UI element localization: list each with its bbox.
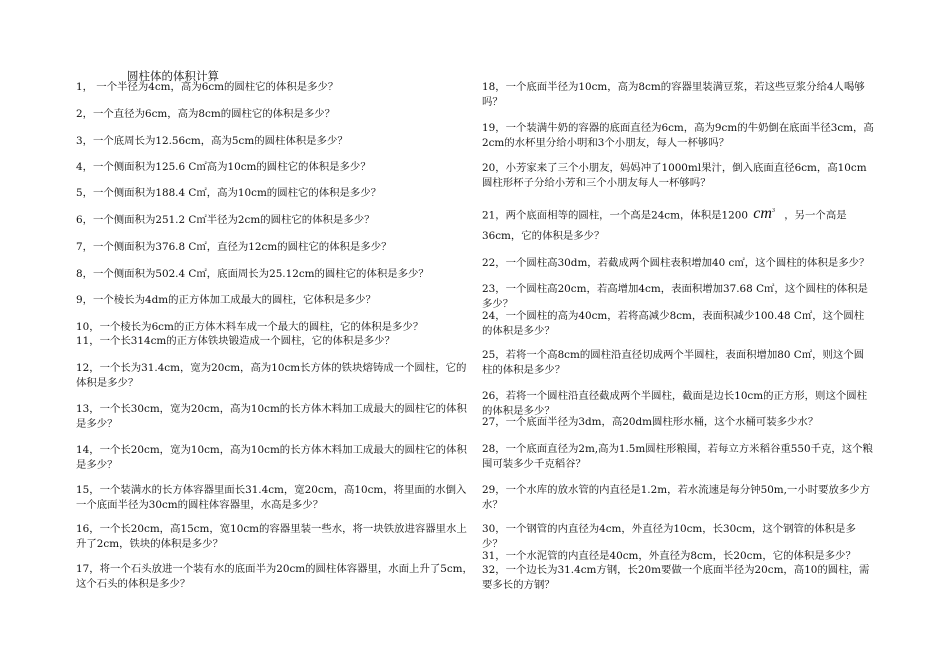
question-26: 26，若将一个圆柱沿直径截成两个半圆柱，截面是边长10cm的正方形，则这个圆柱的体积是多少？ (482, 390, 868, 417)
question-13: 13，一个长30cm，宽为20cm，高为10cm的长方体木料加工成最大的圆柱它的体积是多少？ (76, 403, 467, 430)
question-21-text-b: ，另一个高是 (784, 209, 847, 222)
question-23: 23，一个圆柱高20cm，若高增加4cm，表面积增加37.68 C㎡，这个圆柱的体积是多少？ (482, 283, 868, 310)
worksheet-title: 圆柱体的体积计算 (127, 69, 219, 83)
question-21-continued: 36cm，它的体积是多少？ (482, 230, 605, 242)
question-9: 9，一个棱长为4dm的正方体加工成最大的圆柱，它体积是多少？ (76, 294, 376, 306)
question-14: 14，一个长20cm，宽为10cm，高为10cm的长方体木料加工成最大的圆柱它的体积是多少？ (76, 444, 467, 471)
question-4: 4，一个侧面积为125.6 C㎡高为10cm的圆柱它的体积是多少？ (76, 161, 371, 173)
question-32: 32，一个边长为31.4cm方钢，长20m要做一个底面半径为20cm，高10的圆柱，需要多长的方钢？ (482, 564, 870, 591)
question-18: 18，一个底面半径为10cm，高为8cm的容器里装满豆浆，若这些豆浆分给4人喝够吗？ (482, 81, 865, 108)
question-5: 5，一个侧面积为188.4 C㎡，高为10cm的圆柱它的体积是多少？ (76, 187, 382, 199)
question-15: 15，一个装满水的长方体容器里面长31.4cm，宽20cm，高10cm，将里面的水倒入一个底面半径为30cm的圆柱体容器里，水高是多少？ (76, 484, 467, 511)
question-11: 11，一个长314cm的正方体铁块锻造成一个圆柱，它的体积是多少？ (76, 335, 395, 347)
question-10: 10，一个棱长为6cm的正方体木料车成一个最大的圆柱，它的体积是多少？ (76, 321, 424, 333)
question-17: 17，将一个石头放进一个装有水的底面半为20cm的圆柱体容器里，水面上升了5cm，这个石头的体积是多少？ (76, 563, 473, 590)
question-21 (482, 204, 874, 223)
question-16: 16，一个长20cm，高15cm，宽10cm的容器里装一些水，将一块铁放进容器里水上升了2cm，铁块的体积是多少？ (76, 523, 467, 550)
question-21-text-a: 21，两个底面相等的圆柱，一个高是24cm，体积是1200 (482, 209, 748, 222)
cubic-cm-unit: $cm^3$ (753, 205, 775, 223)
question-28: 28，一个底面直径为2m,高为1.5m圆柱形粮囤，若每立方米稻谷重550千克，这个粮囤可装多少千克稻谷？ (482, 443, 873, 470)
question-29: 29，一个水库的放水管的内直径是1.2m，若水流速是每分钟50m,一小时要放多少方水？ (482, 484, 871, 511)
question-25: 25，若将一个高8cm的圆柱沿直径切成两个半圆柱，表面积增加80 C㎡，则这个圆柱的体积是多少？ (482, 349, 865, 376)
question-12: 12，一个长为31.4cm，宽为20cm，高为10cm长方体的铁块熔铸成一个圆柱，它的体积是多少？ (76, 362, 467, 389)
question-8: 8，一个侧面积为502.4 C㎡，底面周长为25.12cm的圆柱它的体积是多少？ (76, 268, 429, 280)
question-2: 2，一个直径为6cm，高为8cm的圆柱它的体积是多少？ (76, 108, 335, 120)
question-20: 20，小芳家来了三个小朋友，妈妈冲了1000ml果汁，倒入底面直径6cm，高10cm圆柱形杯子分给小芳和三个小朋友每人一杯够吗？ (482, 162, 867, 189)
question-30: 30，一个钢管的内直径为4cm，外直径为10cm，长30cm，这个钢管的体积是多少？ (482, 523, 856, 550)
question-22: 22，一个圆柱高30dm，若截成两个圆柱表积增加40 c㎡，这个圆柱的体积是多少？ (482, 257, 870, 269)
question-31: 31，一个水泥管的内直径是40cm，外直径为8cm，长20cm，它的体积是多少？ (482, 550, 856, 562)
question-27: 27，一个底面半径为3dm，高20dm圆柱形水桶，这个水桶可装多少水？ (482, 416, 819, 428)
question-19: 19，一个装满牛奶的容器的底面直径为6cm，高为9cm的牛奶倒在底面半径3cm，高2cm的水杯里分给小明和3个小朋友，每人一杯够吗？ (482, 122, 874, 149)
question-3: 3，一个底周长为12.56cm，高为5cm的圆柱体积是多少？ (76, 135, 348, 147)
question-1: 1， 一个半径为4cm，高为6cm的圆柱它的体积是多少？ (76, 81, 339, 93)
question-7: 7，一个侧面积为376.8 C㎡，直径为12cm的圆柱它的体积是多少？ (76, 241, 392, 253)
question-24: 24，一个圆柱的高为40cm，若将高减少8cm，表面积减少100.48 C㎡，这个圆柱的体积是多少？ (482, 310, 865, 337)
question-6: 6，一个侧面积为251.2 C㎡半径为2cm的圆柱它的体积是多少？ (76, 214, 375, 226)
